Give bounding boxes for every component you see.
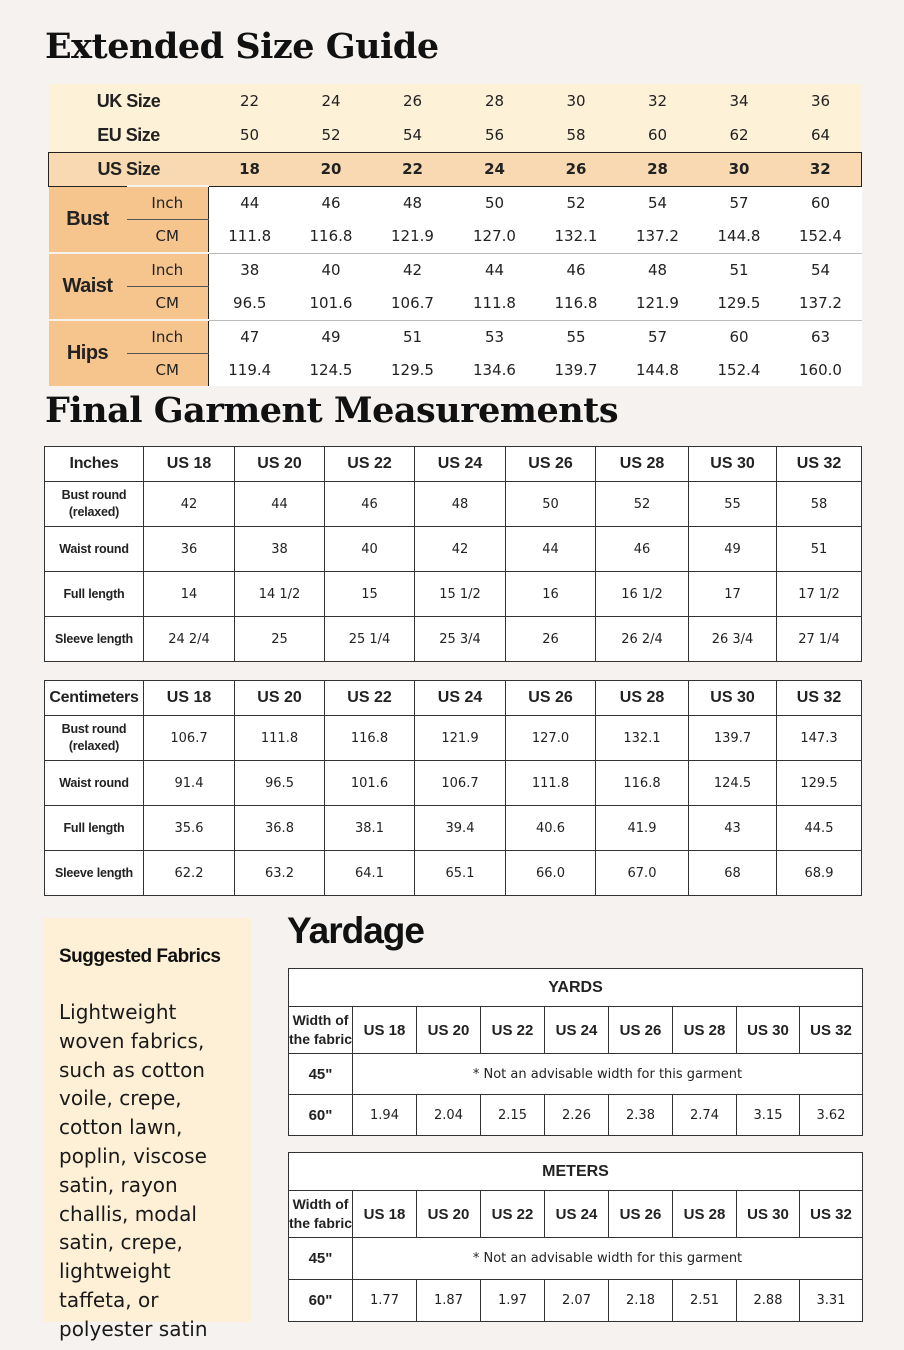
eu-size-label: EU Size (49, 118, 209, 153)
suggested-fabrics-text: Lightweight woven fabrics, such as cotton voile, crepe, cotton lawn, poplin, viscose satin, rayon challis, modal satin, crepe, lightweight taffeta, or polyester satin (59, 1000, 208, 1341)
size-header: US 32 (800, 1007, 863, 1054)
size-header: US 18 (144, 681, 235, 716)
table-cell: 16 (506, 572, 596, 617)
table-cell: 17 1/2 (777, 572, 862, 617)
table-cell: 111.8 (235, 716, 325, 761)
hips-inch-cell: 47 (209, 320, 291, 354)
table-row (45, 527, 862, 572)
size-header: US 20 (235, 447, 325, 482)
bust-cm-cell: 111.8 (209, 220, 291, 254)
table-cell: 91.4 (144, 761, 235, 806)
table-cell: 1.77 (353, 1280, 417, 1322)
row-label: Sleeve length (45, 851, 144, 896)
table-row (45, 572, 862, 617)
uk-size-cell: 36 (780, 84, 862, 118)
unit-corner-label: Centimeters (45, 681, 144, 716)
table-row (289, 1054, 863, 1095)
table-cell: 25 (235, 617, 325, 662)
eu-size-cell: 60 (617, 118, 699, 153)
table-cell: 26 3/4 (689, 617, 777, 662)
size-header: US 22 (481, 1191, 545, 1238)
yardage-yards-table (288, 968, 863, 1136)
width-value: 45" (289, 1238, 353, 1280)
waist-cm-cell: 121.9 (617, 287, 699, 321)
us-size-cell: 24 (454, 153, 536, 187)
table-row (45, 482, 862, 527)
table-cell: 27 1/4 (777, 617, 862, 662)
waist-cm-cell: 106.7 (372, 287, 454, 321)
bust-inch-row (49, 186, 862, 220)
waist-inch-cell: 51 (699, 253, 780, 287)
table-cell: 49 (689, 527, 777, 572)
table-cell: 106.7 (144, 716, 235, 761)
not-advisable-note: * Not an advisable width for this garment (353, 1238, 863, 1280)
table-cell: 67.0 (596, 851, 689, 896)
us-size-cell: 22 (372, 153, 454, 187)
eu-size-cell: 64 (780, 118, 862, 153)
size-header: US 28 (596, 447, 689, 482)
table-cell: 2.38 (609, 1095, 673, 1136)
size-header: US 18 (144, 447, 235, 482)
eu-size-cell: 62 (699, 118, 780, 153)
size-header: US 32 (777, 681, 862, 716)
row-label (45, 482, 144, 527)
table-header-row (289, 1191, 863, 1238)
size-header: US 18 (353, 1007, 417, 1054)
table-cell: 52 (596, 482, 689, 527)
garment-measurements-title: Final Garment Measurements (45, 390, 619, 431)
row-label: Full length (45, 806, 144, 851)
size-header: US 22 (325, 681, 415, 716)
unit-label-cm: CM (127, 354, 209, 387)
table-cell: 15 1/2 (415, 572, 506, 617)
table-caption-row (289, 1153, 863, 1191)
table-cell: 14 (144, 572, 235, 617)
bust-cm-cell: 127.0 (454, 220, 536, 254)
eu-size-cell: 54 (372, 118, 454, 153)
table-cell: 55 (689, 482, 777, 527)
table-cell: 14 1/2 (235, 572, 325, 617)
hips-cm-cell: 160.0 (780, 354, 862, 387)
table-cell: 127.0 (506, 716, 596, 761)
table-row (45, 716, 862, 761)
table-cell: 63.2 (235, 851, 325, 896)
size-header: US 24 (415, 447, 506, 482)
extended-size-table (48, 84, 862, 386)
hips-inch-cell: 60 (699, 320, 780, 354)
table-cell: 68 (689, 851, 777, 896)
waist-group-label: Waist (49, 253, 127, 320)
row-label (45, 716, 144, 761)
size-header: US 24 (545, 1191, 609, 1238)
table-cell: 44.5 (777, 806, 862, 851)
us-size-cell: 20 (291, 153, 372, 187)
eu-size-cell: 56 (454, 118, 536, 153)
bust-inch-cell: 50 (454, 186, 536, 220)
size-header: US 28 (673, 1191, 737, 1238)
unit-corner-label: Inches (45, 447, 144, 482)
size-header: US 22 (325, 447, 415, 482)
hips-inch-cell: 53 (454, 320, 536, 354)
table-row (45, 851, 862, 896)
bust-inch-cell: 48 (372, 186, 454, 220)
table-cell: 25 1/4 (325, 617, 415, 662)
table-header-row (45, 681, 862, 716)
table-cell: 39.4 (415, 806, 506, 851)
waist-cm-row (49, 287, 862, 321)
bust-cm-cell: 121.9 (372, 220, 454, 254)
size-header: US 22 (481, 1007, 545, 1054)
waist-cm-cell: 116.8 (536, 287, 617, 321)
garment-centimeters-table (44, 680, 862, 896)
size-header: US 30 (689, 681, 777, 716)
table-cell: 116.8 (325, 716, 415, 761)
unit-label-inch: Inch (127, 320, 209, 354)
table-cell: 116.8 (596, 761, 689, 806)
table-header-row (289, 1007, 863, 1054)
table-cell: 51 (777, 527, 862, 572)
table-cell: 3.31 (800, 1280, 863, 1322)
size-header: US 26 (506, 681, 596, 716)
us-size-row (49, 153, 862, 187)
hips-cm-cell: 119.4 (209, 354, 291, 387)
table-cell: 1.97 (481, 1280, 545, 1322)
us-size-cell: 32 (780, 153, 862, 187)
table-row (45, 617, 862, 662)
size-header: US 30 (737, 1007, 800, 1054)
table-caption-row (289, 969, 863, 1007)
size-header: US 32 (800, 1191, 863, 1238)
table-cell: 38 (235, 527, 325, 572)
size-header: US 18 (353, 1191, 417, 1238)
uk-size-cell: 30 (536, 84, 617, 118)
table-cell: 62.2 (144, 851, 235, 896)
table-cell: 42 (144, 482, 235, 527)
table-cell: 65.1 (415, 851, 506, 896)
table-cell: 2.07 (545, 1280, 609, 1322)
eu-size-row (49, 118, 862, 153)
waist-inch-cell: 42 (372, 253, 454, 287)
uk-size-cell: 26 (372, 84, 454, 118)
table-cell: 3.15 (737, 1095, 800, 1136)
bust-inch-cell: 54 (617, 186, 699, 220)
size-header: US 26 (609, 1007, 673, 1054)
suggested-fabrics-title: Suggested Fabrics (59, 946, 221, 967)
table-cell: 36 (144, 527, 235, 572)
waist-inch-cell: 44 (454, 253, 536, 287)
row-label: Waist round (45, 761, 144, 806)
extended-size-guide-title: Extended Size Guide (45, 26, 439, 67)
width-label-line: the fabric (289, 1215, 353, 1231)
table-cell: 2.15 (481, 1095, 545, 1136)
hips-cm-cell: 152.4 (699, 354, 780, 387)
hips-cm-cell: 134.6 (454, 354, 536, 387)
us-size-cell: 26 (536, 153, 617, 187)
uk-size-cell: 32 (617, 84, 699, 118)
size-header: US 24 (545, 1007, 609, 1054)
table-cell: 48 (415, 482, 506, 527)
bust-inch-cell: 46 (291, 186, 372, 220)
waist-cm-cell: 96.5 (209, 287, 291, 321)
table-cell: 132.1 (596, 716, 689, 761)
table-cell: 68.9 (777, 851, 862, 896)
uk-size-cell: 28 (454, 84, 536, 118)
table-cell: 124.5 (689, 761, 777, 806)
row-label: Waist round (45, 527, 144, 572)
bust-inch-cell: 44 (209, 186, 291, 220)
yardage-meters-table (288, 1152, 863, 1322)
hips-inch-cell: 55 (536, 320, 617, 354)
waist-inch-cell: 46 (536, 253, 617, 287)
uk-size-row (49, 84, 862, 118)
table-cell: 40 (325, 527, 415, 572)
size-header: US 32 (777, 447, 862, 482)
us-size-cell: 30 (699, 153, 780, 187)
table-cell: 111.8 (506, 761, 596, 806)
waist-cm-cell: 137.2 (780, 287, 862, 321)
table-cell: 42 (415, 527, 506, 572)
width-label-line: Width of (292, 1196, 349, 1212)
table-cell: 36.8 (235, 806, 325, 851)
table-header-row (45, 447, 862, 482)
waist-inch-cell: 54 (780, 253, 862, 287)
table-cell: 26 2/4 (596, 617, 689, 662)
table-row (289, 1095, 863, 1136)
row-label: Sleeve length (45, 617, 144, 662)
bust-cm-cell: 137.2 (617, 220, 699, 254)
uk-size-cell: 34 (699, 84, 780, 118)
bust-cm-row (49, 220, 862, 254)
table-cell: 50 (506, 482, 596, 527)
table-cell: 106.7 (415, 761, 506, 806)
hips-cm-row (49, 354, 862, 387)
hips-cm-cell: 139.7 (536, 354, 617, 387)
waist-inch-cell: 48 (617, 253, 699, 287)
eu-size-cell: 50 (209, 118, 291, 153)
table-cell: 2.74 (673, 1095, 737, 1136)
table-cell: 24 2/4 (144, 617, 235, 662)
table-cell: 44 (506, 527, 596, 572)
yards-caption: YARDS (289, 969, 863, 1007)
row-label-line: Bust round (61, 488, 127, 502)
width-value: 60" (289, 1095, 353, 1136)
table-cell: 15 (325, 572, 415, 617)
width-label-line: Width of (292, 1012, 349, 1028)
table-cell: 38.1 (325, 806, 415, 851)
unit-label-inch: Inch (127, 253, 209, 287)
table-cell: 1.94 (353, 1095, 417, 1136)
table-cell: 121.9 (415, 716, 506, 761)
row-label: Full length (45, 572, 144, 617)
table-cell: 46 (325, 482, 415, 527)
us-size-label: US Size (49, 153, 209, 187)
hips-inch-cell: 63 (780, 320, 862, 354)
table-cell: 96.5 (235, 761, 325, 806)
table-cell: 2.18 (609, 1280, 673, 1322)
waist-inch-cell: 38 (209, 253, 291, 287)
bust-cm-cell: 132.1 (536, 220, 617, 254)
hips-group-label: Hips (49, 320, 127, 386)
not-advisable-note: * Not an advisable width for this garment (353, 1054, 863, 1095)
table-row (289, 1280, 863, 1322)
waist-inch-cell: 40 (291, 253, 372, 287)
bust-group-label: Bust (49, 186, 127, 253)
eu-size-cell: 58 (536, 118, 617, 153)
table-cell: 44 (235, 482, 325, 527)
size-header: US 28 (673, 1007, 737, 1054)
uk-size-cell: 22 (209, 84, 291, 118)
table-cell: 46 (596, 527, 689, 572)
width-label (289, 1007, 353, 1054)
waist-cm-cell: 111.8 (454, 287, 536, 321)
size-header: US 26 (506, 447, 596, 482)
size-header: US 20 (417, 1191, 481, 1238)
bust-cm-cell: 152.4 (780, 220, 862, 254)
table-row (289, 1238, 863, 1280)
size-header: US 30 (737, 1191, 800, 1238)
hips-inch-cell: 49 (291, 320, 372, 354)
table-cell: 2.51 (673, 1280, 737, 1322)
unit-label-cm: CM (127, 287, 209, 321)
eu-size-cell: 52 (291, 118, 372, 153)
us-size-cell: 18 (209, 153, 291, 187)
table-cell: 129.5 (777, 761, 862, 806)
table-cell: 1.87 (417, 1280, 481, 1322)
unit-label-cm: CM (127, 220, 209, 254)
hips-cm-cell: 124.5 (291, 354, 372, 387)
bust-inch-cell: 57 (699, 186, 780, 220)
table-cell: 17 (689, 572, 777, 617)
yardage-title: Yardage (287, 910, 424, 951)
meters-caption: METERS (289, 1153, 863, 1191)
table-cell: 101.6 (325, 761, 415, 806)
garment-inches-table (44, 446, 862, 662)
table-cell: 139.7 (689, 716, 777, 761)
table-row (45, 761, 862, 806)
hips-inch-cell: 57 (617, 320, 699, 354)
unit-label-inch: Inch (127, 186, 209, 220)
size-header: US 28 (596, 681, 689, 716)
width-label (289, 1191, 353, 1238)
table-cell: 25 3/4 (415, 617, 506, 662)
table-cell: 2.26 (545, 1095, 609, 1136)
waist-inch-row (49, 253, 862, 287)
size-header: US 26 (609, 1191, 673, 1238)
row-label-line: Bust round (61, 722, 127, 736)
width-value: 45" (289, 1054, 353, 1095)
bust-cm-cell: 144.8 (699, 220, 780, 254)
table-cell: 43 (689, 806, 777, 851)
suggested-fabrics-box (44, 918, 251, 1341)
hips-cm-cell: 144.8 (617, 354, 699, 387)
hips-inch-cell: 51 (372, 320, 454, 354)
size-header: US 24 (415, 681, 506, 716)
width-value: 60" (289, 1280, 353, 1322)
size-header: US 20 (417, 1007, 481, 1054)
table-cell: 16 1/2 (596, 572, 689, 617)
uk-size-label: UK Size (49, 84, 209, 118)
table-cell: 35.6 (144, 806, 235, 851)
hips-cm-cell: 129.5 (372, 354, 454, 387)
waist-cm-cell: 101.6 (291, 287, 372, 321)
size-header: US 20 (235, 681, 325, 716)
table-cell: 3.62 (800, 1095, 863, 1136)
table-cell: 26 (506, 617, 596, 662)
table-cell: 58 (777, 482, 862, 527)
us-size-cell: 28 (617, 153, 699, 187)
table-cell: 41.9 (596, 806, 689, 851)
table-cell: 2.04 (417, 1095, 481, 1136)
bust-cm-cell: 116.8 (291, 220, 372, 254)
hips-inch-row (49, 320, 862, 354)
row-label-line: (relaxed) (68, 505, 120, 519)
table-cell: 2.88 (737, 1280, 800, 1322)
table-cell: 64.1 (325, 851, 415, 896)
bust-inch-cell: 52 (536, 186, 617, 220)
row-label-line: (relaxed) (68, 739, 120, 753)
table-cell: 40.6 (506, 806, 596, 851)
bust-inch-cell: 60 (780, 186, 862, 220)
width-label-line: the fabric (289, 1031, 353, 1047)
table-row (45, 806, 862, 851)
table-cell: 66.0 (506, 851, 596, 896)
size-header: US 30 (689, 447, 777, 482)
uk-size-cell: 24 (291, 84, 372, 118)
waist-cm-cell: 129.5 (699, 287, 780, 321)
table-cell: 147.3 (777, 716, 862, 761)
